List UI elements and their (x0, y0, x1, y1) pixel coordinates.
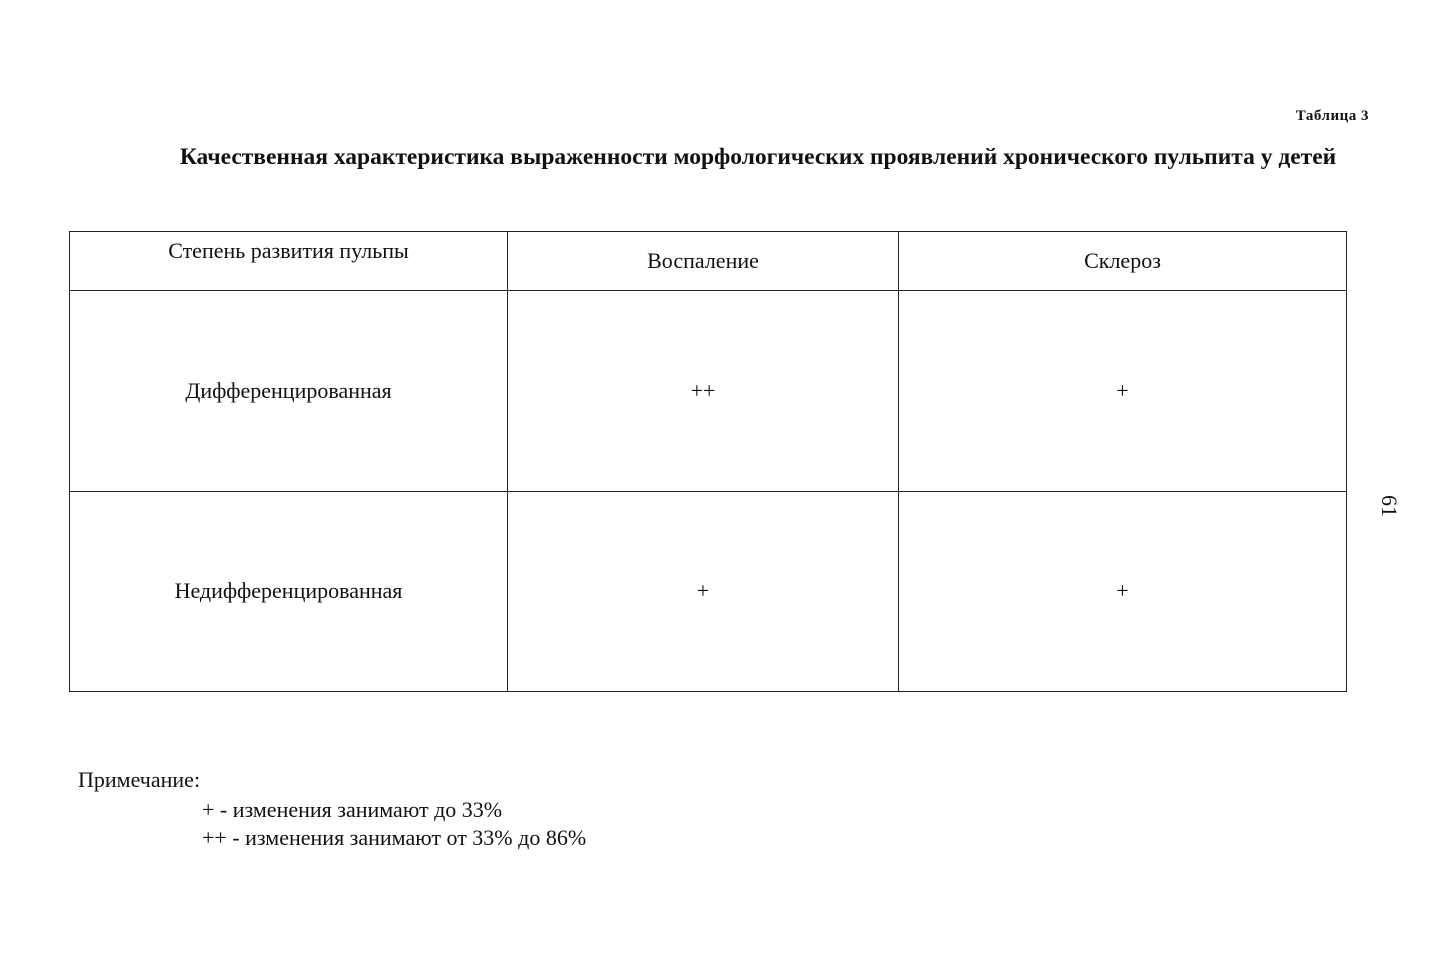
page-number: 61 (1377, 495, 1402, 517)
header-degree: Степень развития пульпы (70, 232, 508, 291)
header-sclerosis: Склероз (899, 232, 1347, 291)
table-row (70, 291, 1347, 491)
pulpitis-table (69, 231, 1347, 692)
header-inflammation: Воспаление (508, 232, 899, 291)
table-number: Таблица 3 (1295, 108, 1369, 124)
note-line: ++ - изменения занимают от 33% до 86% (202, 825, 587, 850)
note-label: Примечание: (78, 767, 201, 792)
document-title: Качественная характеристика выраженности морфологических проявлений хронического пульпита у детей (179, 144, 1337, 170)
cell-degree: Дифференцированная (70, 291, 508, 491)
cell-sclerosis: + (899, 291, 1347, 491)
cell-degree: Недифференцированная (70, 491, 508, 691)
table-row (70, 491, 1347, 691)
cell-inflammation: + (508, 491, 899, 691)
cell-sclerosis: + (899, 491, 1347, 691)
table-header-row (70, 232, 1347, 291)
cell-inflammation: ++ (508, 291, 899, 491)
note-line: + - изменения занимают до 33% (202, 797, 503, 822)
